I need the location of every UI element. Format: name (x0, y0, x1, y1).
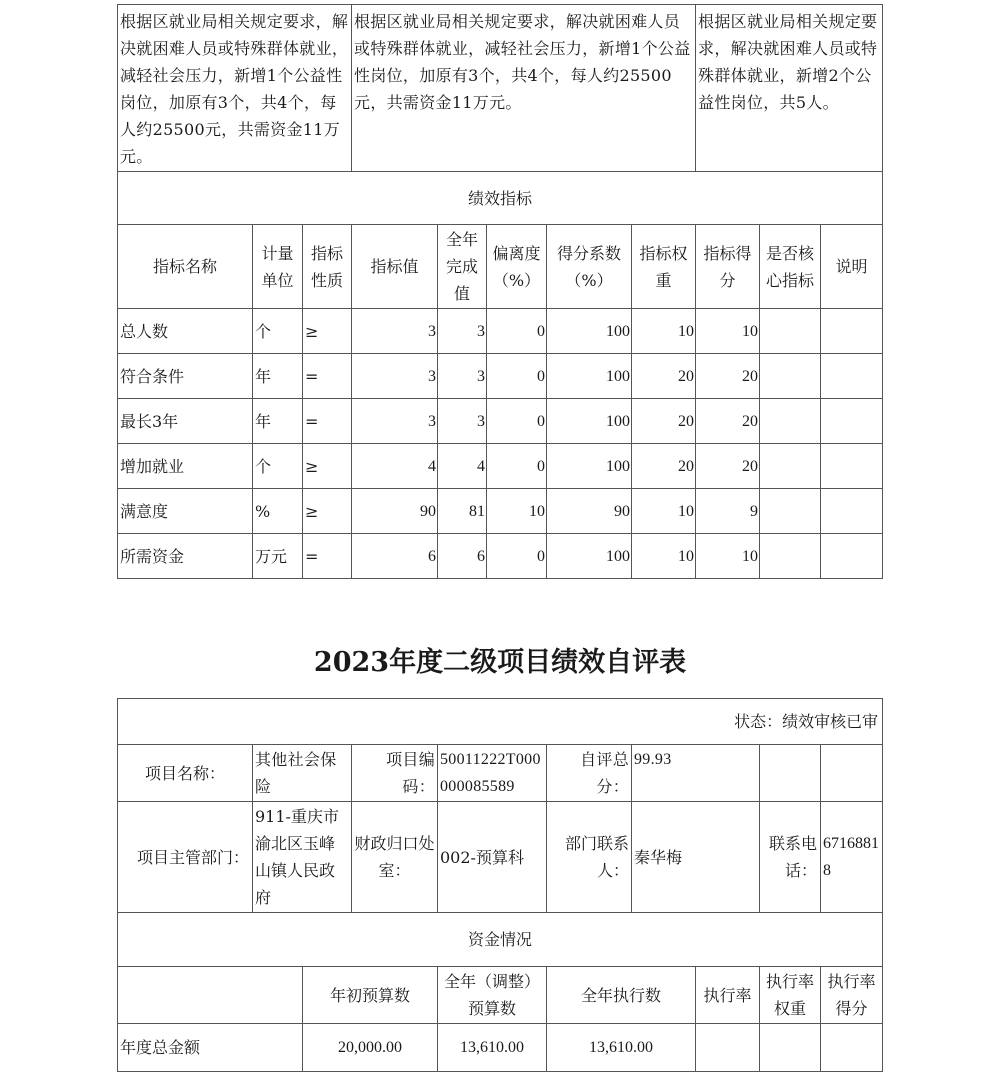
indicator-weight: 20 (632, 399, 696, 444)
indicator-nature: ≥ (303, 444, 352, 489)
header-actual: 全年完成值 (438, 225, 487, 309)
indicator-row (118, 309, 883, 354)
indicator-name: 所需资金 (118, 534, 253, 579)
section-performance-title: 绩效指标 (118, 172, 883, 225)
indicator-weight: 10 (632, 309, 696, 354)
indicator-coef: 100 (547, 534, 632, 579)
page-title: 2023年度二级项目绩效自评表 (313, 647, 687, 678)
indicator-score: 10 (696, 309, 760, 354)
indicator-nature: ≥ (303, 489, 352, 534)
empty-cell (760, 745, 821, 802)
indicator-coef: 90 (547, 489, 632, 534)
indicator-nature: = (303, 354, 352, 399)
header-score: 指标得分 (696, 225, 760, 309)
empty-cell (821, 745, 883, 802)
finance-label: 财政归口处室： (352, 802, 438, 913)
indicator-deviation: 10 (487, 489, 547, 534)
indicator-unit: % (253, 489, 303, 534)
indicator-actual: 3 (438, 354, 487, 399)
phone-value: 67168818 (821, 802, 883, 913)
fund-adjusted: 13,610.00 (438, 1024, 547, 1072)
contact-label: 部门联系人： (547, 802, 632, 913)
header-target: 指标值 (352, 225, 438, 309)
indicator-nature: = (303, 534, 352, 579)
header-note: 说明 (821, 225, 883, 309)
indicator-deviation: 0 (487, 309, 547, 354)
project-name-value: 其他社会保险 (253, 745, 352, 802)
indicator-note (821, 534, 883, 579)
indicator-score: 20 (696, 444, 760, 489)
performance-table (117, 4, 883, 579)
indicator-unit: 万元 (253, 534, 303, 579)
fund-rate-score (821, 1024, 883, 1072)
indicator-actual: 81 (438, 489, 487, 534)
indicator-row (118, 444, 883, 489)
indicator-nature: = (303, 399, 352, 444)
status-row (118, 699, 883, 745)
description-row (118, 5, 883, 172)
indicator-row (118, 354, 883, 399)
indicator-deviation: 0 (487, 399, 547, 444)
indicator-name: 满意度 (118, 489, 253, 534)
section-funds-title: 资金情况 (118, 913, 883, 967)
self-score-value: 99.93 (632, 745, 760, 802)
indicator-note (821, 354, 883, 399)
header-core: 是否核心指标 (760, 225, 821, 309)
indicator-target: 90 (352, 489, 438, 534)
indicator-coef: 100 (547, 309, 632, 354)
indicator-body (118, 309, 883, 579)
indicator-name: 符合条件 (118, 354, 253, 399)
indicator-nature: ≥ (303, 309, 352, 354)
indicator-deviation: 0 (487, 354, 547, 399)
fund-rate (696, 1024, 760, 1072)
indicator-deviation: 0 (487, 444, 547, 489)
fund-initial: 20,000.00 (303, 1024, 438, 1072)
header-deviation: 偏离度（%） (487, 225, 547, 309)
indicator-row (118, 489, 883, 534)
project-info-row-2 (118, 802, 883, 913)
indicator-name: 总人数 (118, 309, 253, 354)
section-header-row (118, 172, 883, 225)
header-initial-budget: 年初预算数 (303, 967, 438, 1024)
header-executed: 全年执行数 (547, 967, 696, 1024)
fund-rate-weight (760, 1024, 821, 1072)
dept-value: 911-重庆市渝北区玉峰山镇人民政府 (253, 802, 352, 913)
header-unit: 计量单位 (253, 225, 303, 309)
project-code-label: 项目编码： (352, 745, 438, 802)
indicator-note (821, 309, 883, 354)
indicator-target: 6 (352, 534, 438, 579)
fund-row-label: 年度总金额 (118, 1024, 303, 1072)
finance-value: 002-预算科 (438, 802, 547, 913)
funds-section-row (118, 913, 883, 967)
fund-row (118, 1024, 883, 1072)
indicator-row (118, 534, 883, 579)
project-code-value: 50011222T000000085589 (438, 745, 547, 802)
indicator-name: 最长3年 (118, 399, 253, 444)
project-table (117, 698, 883, 1072)
self-score-label: 自评总分： (547, 745, 632, 802)
indicator-unit: 个 (253, 444, 303, 489)
indicator-score: 20 (696, 354, 760, 399)
header-indicator-name: 指标名称 (118, 225, 253, 309)
description-cell-3: 根据区就业局相关规定要求，解决就困难人员或特殊群体就业，新增2个公益性岗位，共5人。 (696, 5, 883, 172)
description-cell-1: 根据区就业局相关规定要求，解决就困难人员或特殊群体就业，减轻社会压力，新增1个公益性岗位，加原有3个，共4个，每人约25500元，共需资金11万元。 (118, 5, 352, 172)
indicator-score: 20 (696, 399, 760, 444)
indicator-row (118, 399, 883, 444)
indicator-deviation: 0 (487, 534, 547, 579)
contact-value: 秦华梅 (632, 802, 760, 913)
indicator-coef: 100 (547, 444, 632, 489)
indicator-core (760, 399, 821, 444)
empty-cell (118, 967, 303, 1024)
indicator-weight: 20 (632, 354, 696, 399)
indicator-unit: 年 (253, 354, 303, 399)
indicator-name: 增加就业 (118, 444, 253, 489)
indicator-note (821, 489, 883, 534)
header-nature: 指标性质 (303, 225, 352, 309)
header-rate: 执行率 (696, 967, 760, 1024)
header-adjusted-budget: 全年（调整）预算数 (438, 967, 547, 1024)
indicator-core (760, 354, 821, 399)
indicator-actual: 3 (438, 399, 487, 444)
header-rate-score: 执行率得分 (821, 967, 883, 1024)
fund-executed: 13,610.00 (547, 1024, 696, 1072)
indicator-core (760, 444, 821, 489)
phone-label: 联系电话： (760, 802, 821, 913)
indicator-core (760, 534, 821, 579)
indicator-core (760, 309, 821, 354)
indicator-unit: 年 (253, 399, 303, 444)
status-text: 状态：绩效审核已审 (118, 699, 883, 745)
indicator-coef: 100 (547, 399, 632, 444)
indicator-score: 10 (696, 534, 760, 579)
indicator-actual: 3 (438, 309, 487, 354)
fund-header-row (118, 967, 883, 1024)
project-name-label: 项目名称： (118, 745, 253, 802)
indicator-weight: 20 (632, 444, 696, 489)
indicator-core (760, 489, 821, 534)
indicator-weight: 10 (632, 489, 696, 534)
header-weight: 指标权重 (632, 225, 696, 309)
indicator-header-row (118, 225, 883, 309)
description-cell-2: 根据区就业局相关规定要求，解决就困难人员或特殊群体就业，减轻社会压力，新增1个公益性岗位，加原有3个，共4个，每人约25500元，共需资金11万元。 (352, 5, 696, 172)
indicator-weight: 10 (632, 534, 696, 579)
indicator-actual: 6 (438, 534, 487, 579)
indicator-target: 3 (352, 399, 438, 444)
indicator-score: 9 (696, 489, 760, 534)
project-info-row-1 (118, 745, 883, 802)
indicator-actual: 4 (438, 444, 487, 489)
dept-label: 项目主管部门： (118, 802, 253, 913)
header-rate-weight: 执行率权重 (760, 967, 821, 1024)
indicator-unit: 个 (253, 309, 303, 354)
indicator-target: 3 (352, 354, 438, 399)
indicator-target: 3 (352, 309, 438, 354)
indicator-coef: 100 (547, 354, 632, 399)
indicator-target: 4 (352, 444, 438, 489)
indicator-note (821, 399, 883, 444)
header-coef: 得分系数（%） (547, 225, 632, 309)
indicator-note (821, 444, 883, 489)
